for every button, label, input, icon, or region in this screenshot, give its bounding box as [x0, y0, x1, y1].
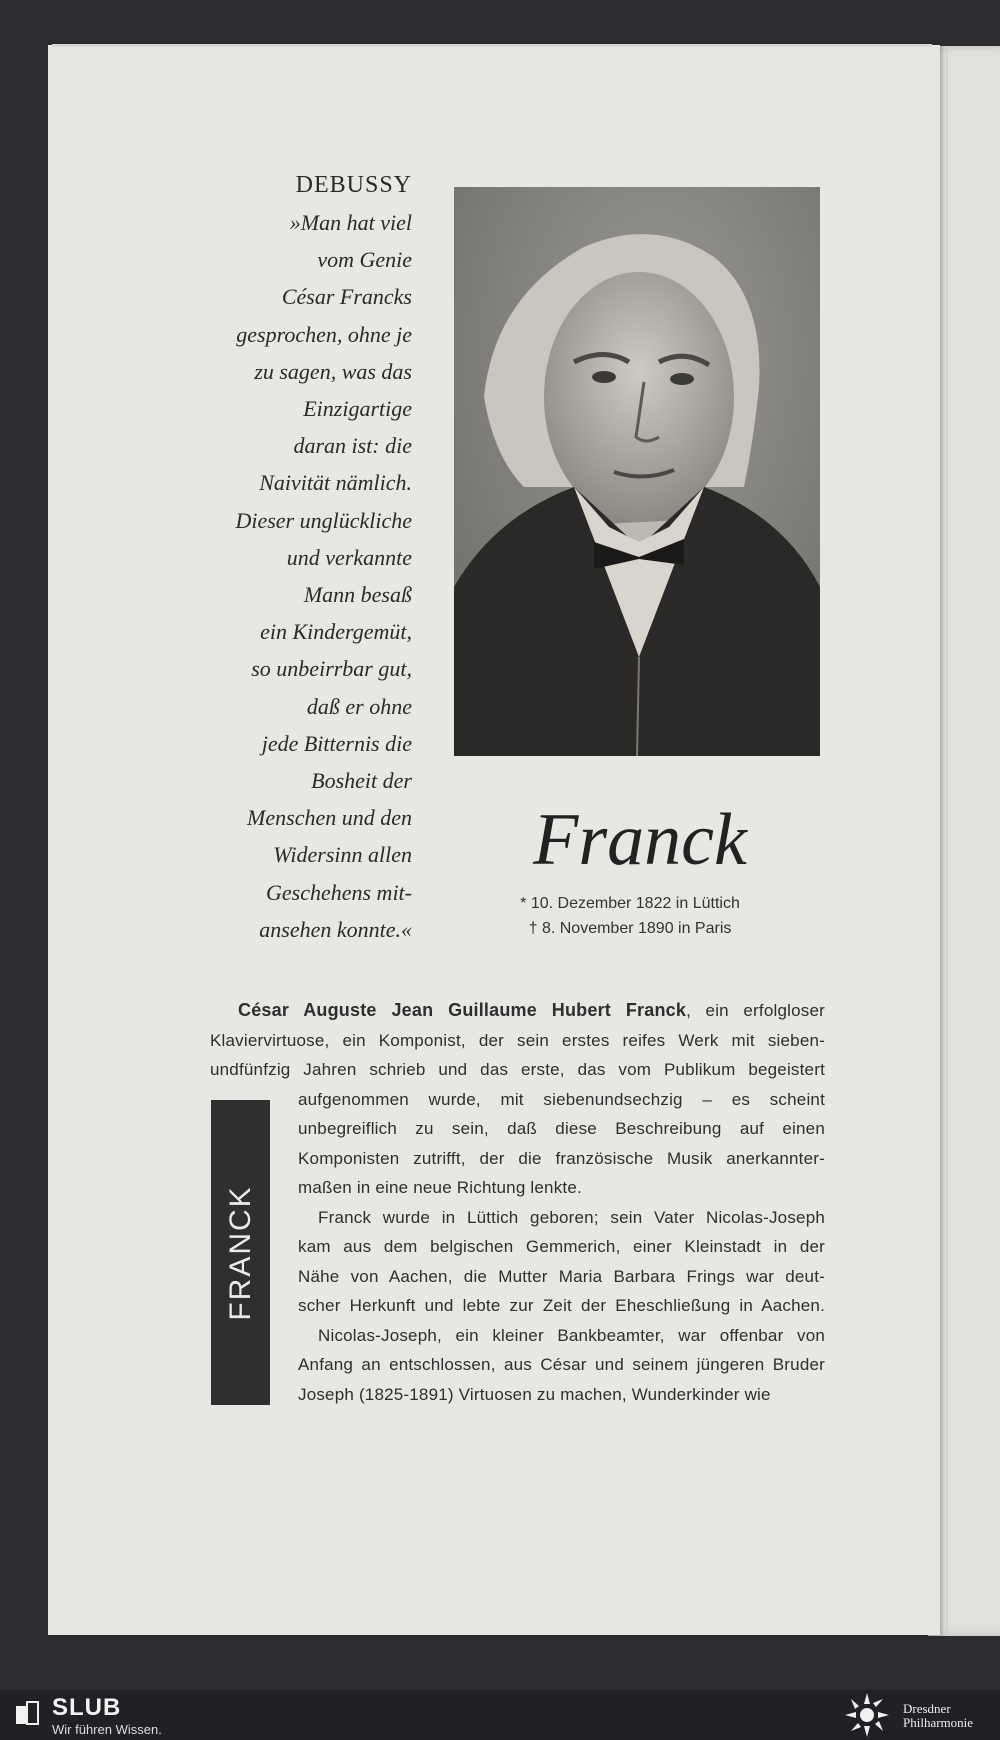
quote-text [170, 204, 412, 948]
quote-author: DEBUSSY [295, 172, 412, 198]
body-line: undfünfzig Jahren schrieb und das erste, das vom Publikum begeistert [210, 1060, 825, 1079]
body-line: Franck wurde in Lüttich geboren; sein Vater Nicolas-Joseph [318, 1207, 825, 1227]
body-line: aufgenommen wurde, mit siebenundsechzig – es scheint [298, 1089, 825, 1109]
quote-line: César Francks [281, 284, 412, 310]
biography-text [210, 996, 825, 1409]
composer-name-heading: Franck [533, 799, 747, 881]
quote-line: jede Bitternis die [261, 730, 412, 756]
quote-line: so unbeirrbar gut, [251, 656, 412, 682]
quote-line: Geschehens mit- [265, 879, 412, 905]
birth-date: * 10. Dezember 1822 in Lüttich [520, 895, 740, 912]
philharmonie-logo-icon [842, 1690, 892, 1740]
quote-line: zu sagen, was das [254, 358, 412, 384]
body-line: Nicolas-Joseph, ein kleiner Bankbeamter, war offenbar von [318, 1325, 825, 1345]
quote-line: Naivität nämlich. [259, 470, 412, 496]
body-line: Nähe von Aachen, die Mutter Maria Barbara Frings war deut- [298, 1266, 825, 1286]
quote-line: ansehen konnte.« [259, 916, 412, 942]
quote-line: daß er ohne [306, 693, 412, 719]
philharmonie-name [903, 1702, 973, 1730]
quote-line: vom Genie [317, 247, 412, 273]
body-line: Klaviervirtuose, ein Komponist, der sein erstes reifes Werk mit sieben- [210, 1030, 825, 1050]
death-date: † 8. November 1890 in Paris [528, 920, 732, 937]
quote-line: Widersinn allen [273, 842, 412, 868]
philharmonie-line2: Philharmonie [903, 1715, 974, 1730]
quote-line: und verkannte [286, 544, 412, 570]
body-line: kam aus dem belgischen Gemmerich, einer Kleinstadt in der [298, 1237, 825, 1256]
footer-bar [0, 1690, 1000, 1740]
composer-dates [480, 891, 780, 941]
lead-name: César Auguste Jean Guillaume Hubert Franck [238, 1000, 687, 1020]
quote-line: daran ist: die [293, 433, 412, 459]
page-top-edge [52, 44, 932, 47]
quote-line: Bosheit der [311, 768, 412, 794]
slub-tagline: Wir führen Wissen. [52, 1722, 162, 1737]
body-line: scher Herkunft und lebte zur Zeit der Eheschließung in Aachen. [298, 1296, 825, 1315]
quote-line: ein Kindergemüt, [260, 619, 412, 645]
body-line: Anfang an entschlossen, aus César und seinem jüngeren Bruder [298, 1355, 825, 1374]
philharmonie-line1: Dresdner [903, 1701, 951, 1716]
quote-line: Mann besaß [303, 582, 412, 608]
slub-brand: SLUB [52, 1694, 122, 1721]
quote-line: Einzigartige [303, 396, 412, 422]
page-fold-line [946, 46, 948, 1636]
lead-rest: , ein erfolgloser [686, 1001, 825, 1020]
body-line: unbegreiflich zu sein, daß diese Beschreibung auf einen [298, 1119, 825, 1138]
quote-line: Dieser unglückliche [235, 507, 412, 533]
quote-line: gesprochen, ohne je [236, 321, 412, 347]
debussy-quote [170, 170, 412, 948]
slub-logo-icon [14, 1700, 40, 1726]
body-line: Joseph (1825-1891) Virtuosen zu machen, Wunderkinder wie [298, 1384, 771, 1404]
quote-line: »Man hat viel [289, 210, 412, 235]
portrait-photo [454, 187, 820, 756]
section-tab-label: FRANCK [223, 1184, 257, 1321]
body-line: maßen in eine neue Richtung lenkte. [298, 1178, 582, 1197]
composer-portrait [454, 187, 820, 756]
body-line [210, 996, 825, 1026]
body-line: Komponisten zutrifft, der die französische Musik anerkannter- [298, 1148, 825, 1168]
body-lines [210, 1026, 825, 1410]
quote-line: Menschen und den [247, 805, 412, 831]
